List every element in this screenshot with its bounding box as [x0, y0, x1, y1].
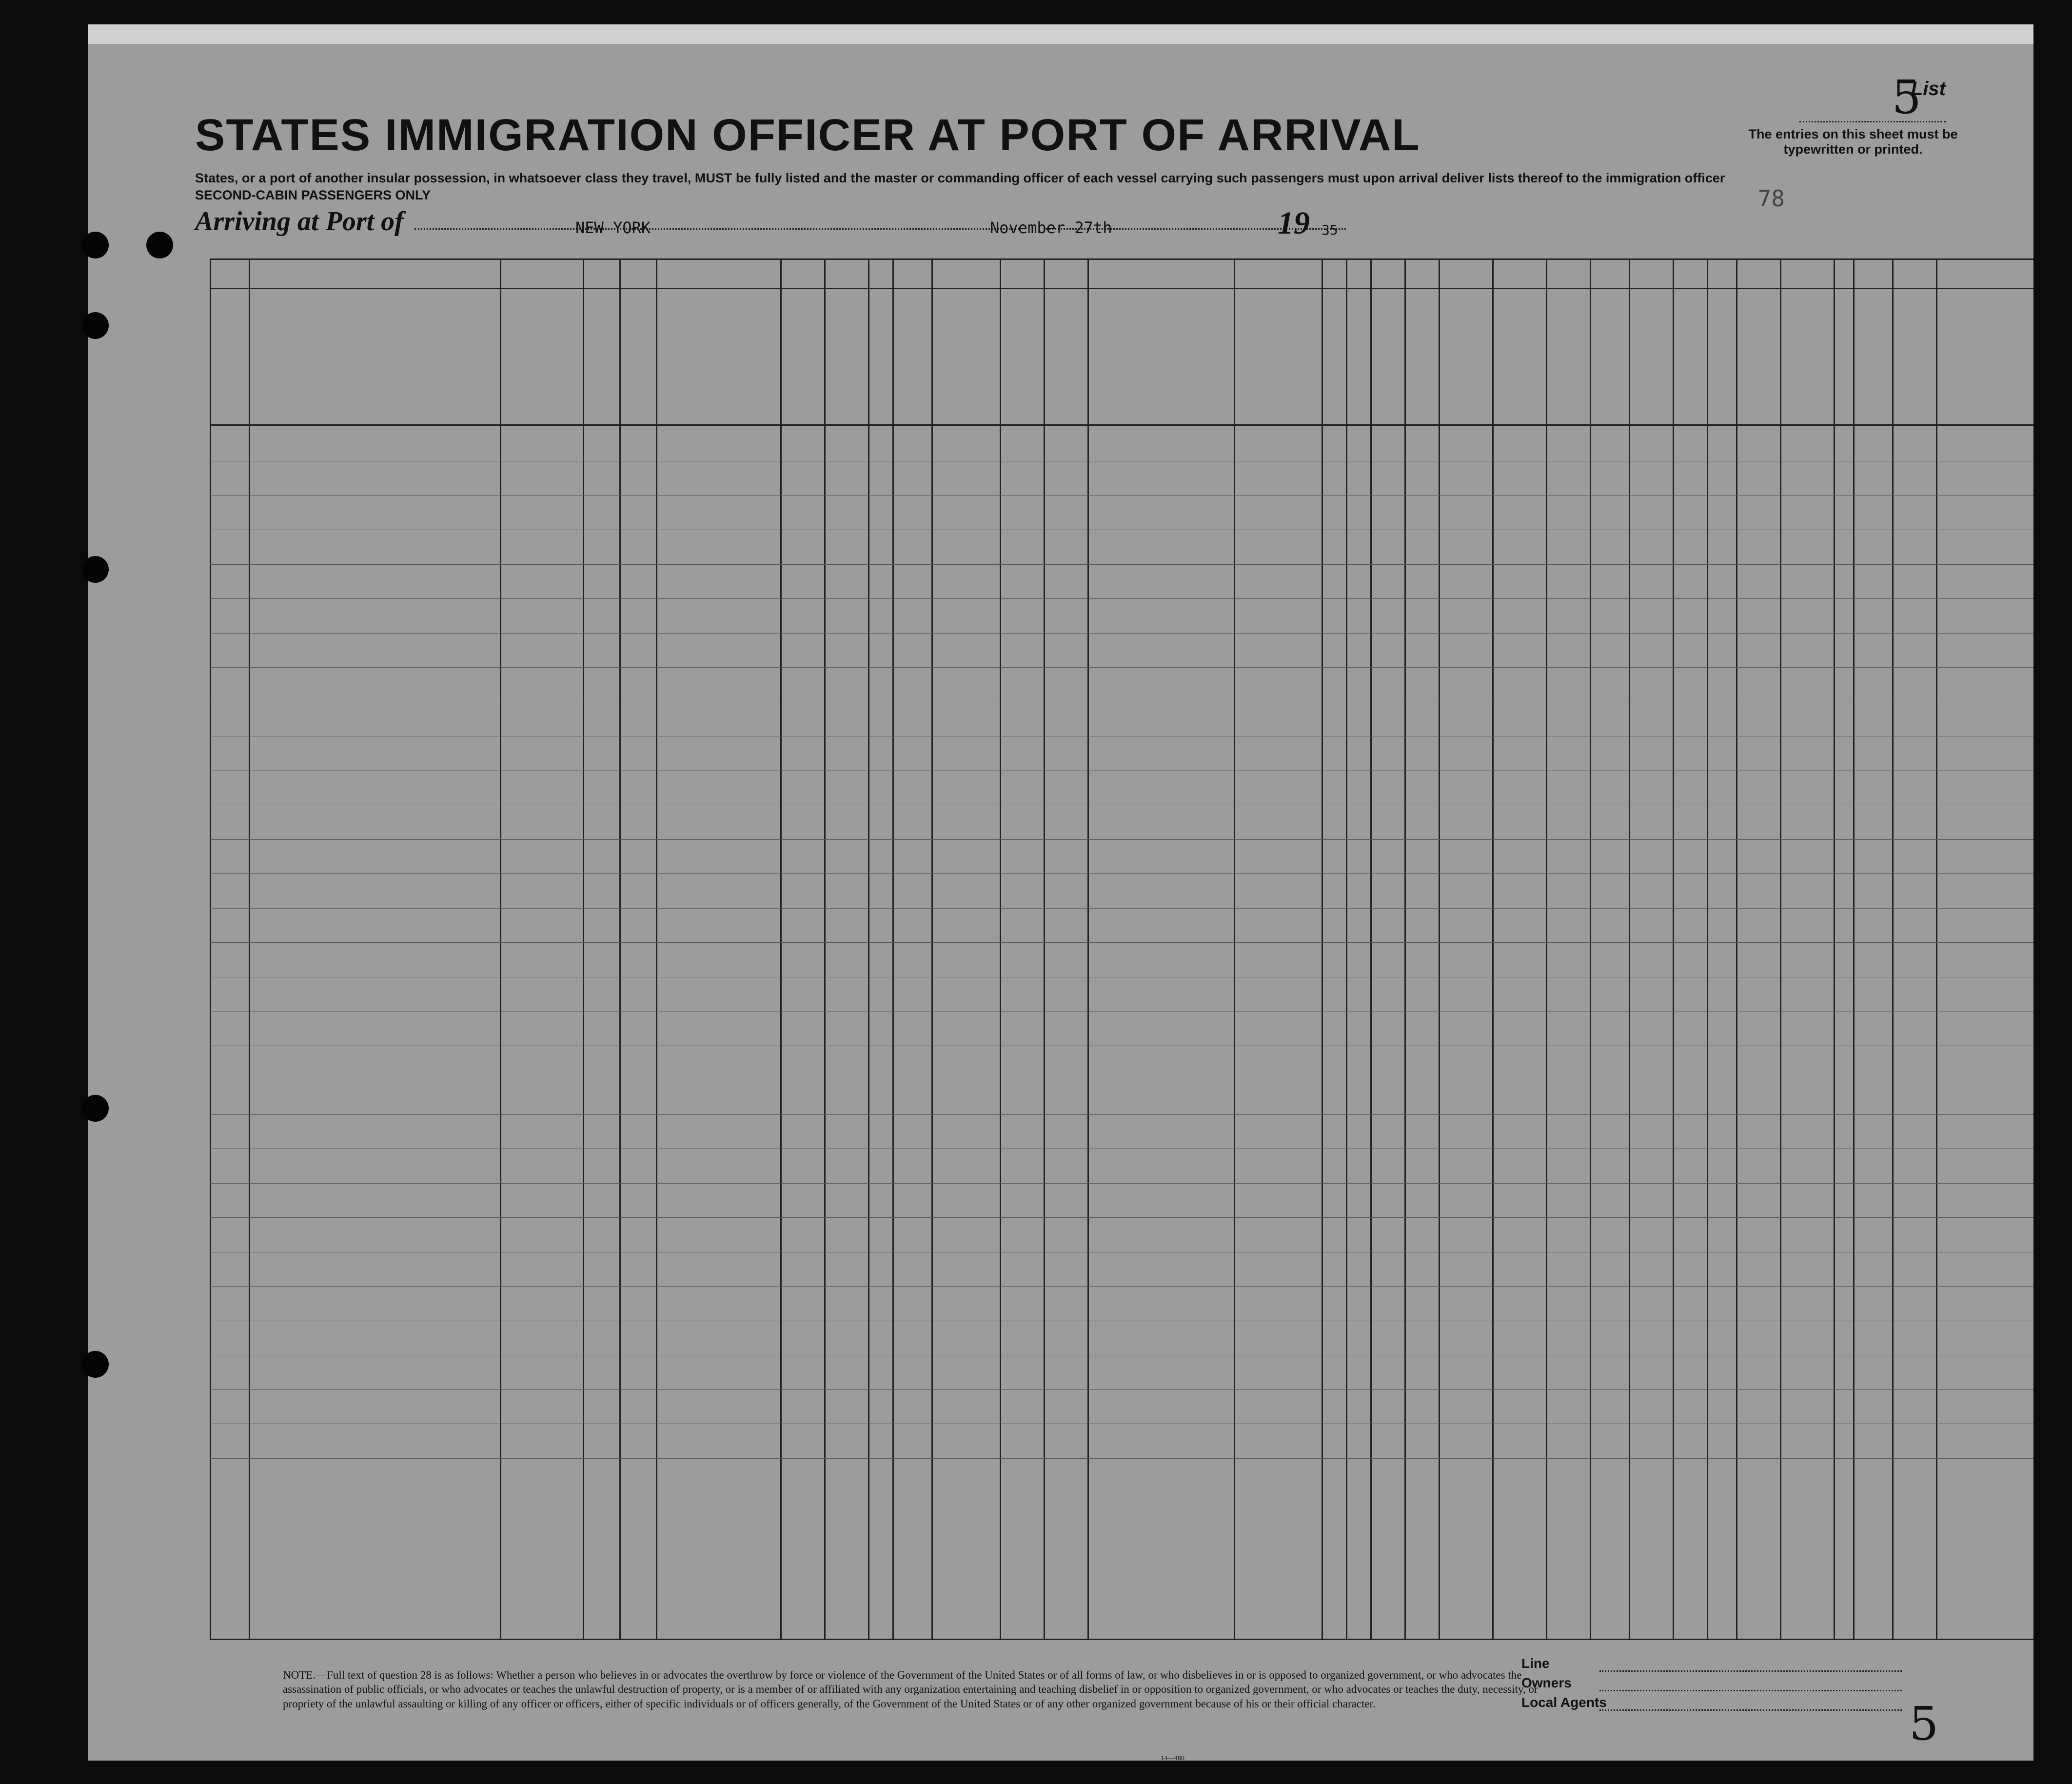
agents-label: Local Agents	[1521, 1695, 1607, 1710]
passenger-class: SECOND-CABIN PASSENGERS ONLY	[195, 188, 431, 202]
table-column-line	[1780, 258, 1781, 1639]
table-row-line	[210, 942, 2033, 943]
binder-hole	[82, 556, 109, 583]
table-column-line	[1736, 258, 1737, 1639]
table-column-line	[1707, 258, 1708, 1639]
table-column-line	[1087, 258, 1089, 1639]
table-row-line	[210, 667, 2033, 668]
arrival-port-line	[414, 228, 1019, 230]
table-row-line	[210, 564, 2033, 565]
binder-hole	[146, 232, 173, 258]
binder-hole	[82, 312, 109, 339]
list-label: List	[1911, 78, 1946, 99]
typewritten-note: The entries on this sheet must be typewritten or printed.	[1748, 127, 1958, 157]
table-column-line	[824, 258, 826, 1639]
table-top-line	[210, 258, 2033, 260]
table-row-line	[210, 873, 2033, 874]
manifest-sheet	[88, 24, 2033, 1761]
line-field	[1599, 1670, 1902, 1672]
table-column-line	[931, 258, 933, 1639]
table-column-line	[1404, 258, 1406, 1639]
table-column-line	[249, 258, 250, 1639]
footnote-question-28: NOTE.—Full text of question 28 is as follows: Whether a person who believes in or advocates the overthrow by force or violence of the Government of the United States or of all forms of law, or who disbelieves in or is opposed to organized government, or who advocates the assassination of public officials, or who advocates or teaches the unlawful destruction of property, or is a member of or affiliated with any organization entertaining and teaching disbelief in or opposition to organized government, or who advocates or teaches the duty, necessity, or propriety of the unlawful assaulting or killing of any officer or officers, either of specific individuals or of officers generally, of the Government of the United States or of any other organized government because of his or their official character.	[283, 1669, 1538, 1710]
table-row-line	[210, 598, 2033, 599]
table-column-line	[1629, 258, 1630, 1639]
table-column-line	[780, 258, 782, 1639]
table-row-line	[210, 1458, 2033, 1459]
table-column-line	[1000, 258, 1001, 1639]
table-row-line	[210, 1286, 2033, 1287]
binder-hole	[82, 1351, 109, 1378]
form-number: 14—480	[1161, 1755, 1184, 1761]
table-header-line	[210, 424, 2033, 426]
table-column-line	[1234, 258, 1235, 1639]
table-column-line	[1044, 258, 1045, 1639]
table-column-line	[656, 258, 657, 1639]
table-column-line	[1673, 258, 1674, 1639]
binder-hole	[82, 1095, 109, 1122]
table-column-line	[500, 258, 501, 1639]
table-column-number-line	[210, 288, 2033, 289]
table-row-line	[210, 1183, 2033, 1184]
arrival-port: NEW YORK	[575, 218, 651, 237]
table-column-line	[1492, 258, 1494, 1639]
table-column-line	[1853, 258, 1855, 1639]
table-column-line	[619, 258, 621, 1639]
table-column-line	[1546, 258, 1547, 1639]
table-row-line	[210, 1217, 2033, 1218]
table-column-line	[1590, 258, 1591, 1639]
owners-label: Owners	[1521, 1675, 1572, 1690]
table-column-line	[1834, 258, 1835, 1639]
line-label: Line	[1521, 1656, 1550, 1671]
table-row-line	[210, 633, 2033, 634]
table-column-line	[1892, 258, 1894, 1639]
table-row-line	[210, 1389, 2033, 1390]
page-subtitle: States, or a port of another insular possession, in whatsoever class they travel, MUST be fully listed and the master or commanding officer of each vessel carrying such passengers must upon arrival deliver lists thereof to the immigration officer	[195, 171, 1725, 185]
owners-field	[1599, 1690, 1902, 1691]
agents-field	[1599, 1709, 1902, 1711]
table-column-line	[1322, 258, 1323, 1639]
table-column-line	[1370, 258, 1372, 1639]
table-column-line	[1936, 258, 1937, 1639]
table-column-line	[210, 258, 211, 1639]
arrival-year-prefix: 19	[1278, 205, 1310, 241]
table-row-line	[210, 839, 2033, 840]
table-column-line	[892, 258, 894, 1639]
table-row-line	[210, 1114, 2033, 1115]
office-stamp: 78	[1757, 185, 1785, 212]
table-bottom-line	[210, 1639, 2033, 1640]
top-edge	[88, 24, 2033, 44]
arrival-date: November 27th	[990, 218, 1112, 237]
table-column-line	[1439, 258, 1440, 1639]
list-line	[1799, 121, 1946, 122]
binder-hole	[82, 232, 109, 258]
table-row-line	[210, 908, 2033, 909]
list-number: 5	[1892, 71, 1921, 124]
table-column-line	[583, 258, 584, 1639]
table-column-line	[868, 258, 869, 1639]
arrival-year-suffix: 35	[1322, 222, 1338, 238]
arrival-label: Arriving at Port of	[195, 206, 404, 237]
page-number: 5	[1909, 1697, 1939, 1751]
page-title: STATES IMMIGRATION OFFICER AT PORT OF ARRIVAL	[195, 110, 1421, 160]
table-column-line	[1346, 258, 1347, 1639]
